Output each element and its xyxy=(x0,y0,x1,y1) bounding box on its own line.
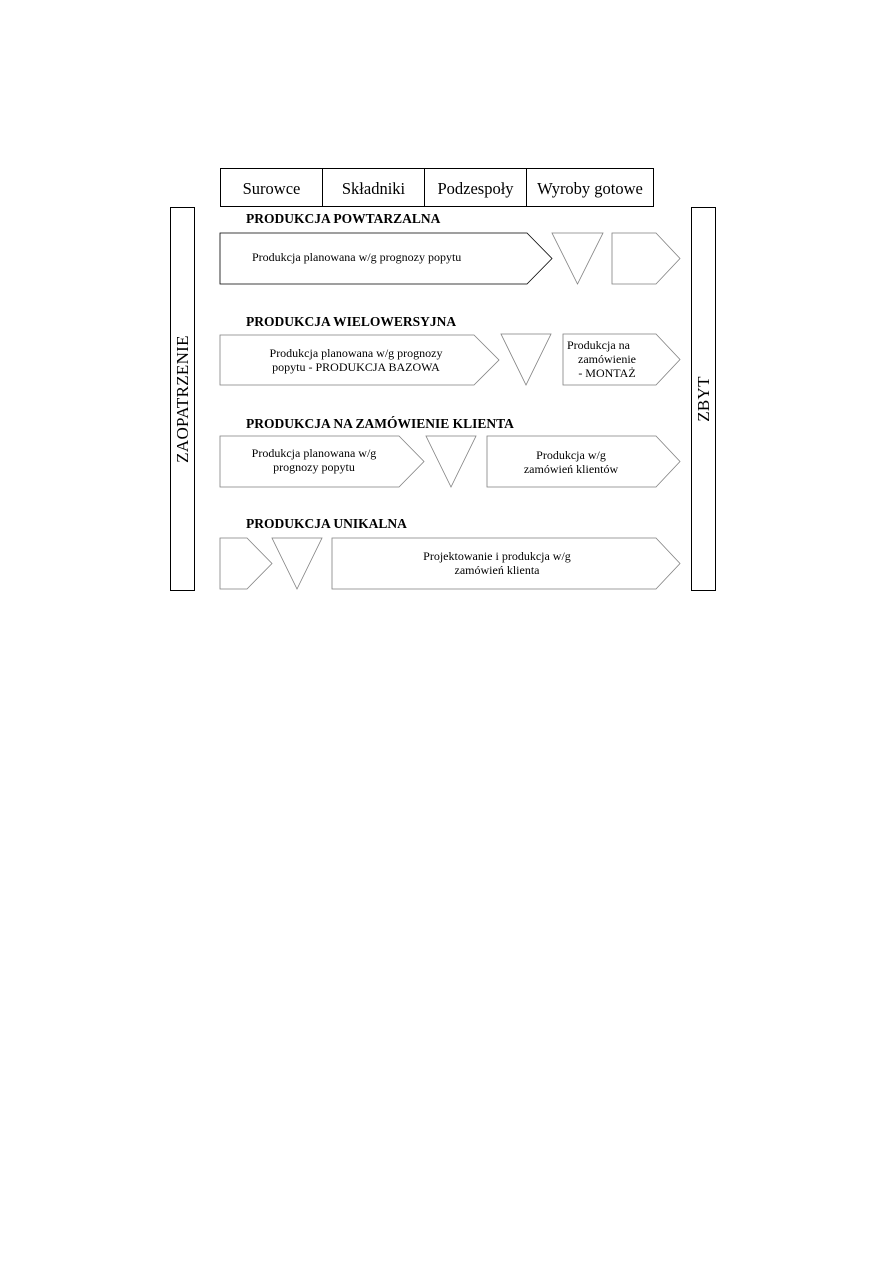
s1-inventory-triangle xyxy=(552,233,603,284)
stage-surowce: Surowce xyxy=(220,168,323,207)
s4-end-arrow-label xyxy=(372,549,622,577)
s3-inventory-triangle xyxy=(426,436,476,487)
s3-main-line-1: Produkcja planowana w/g xyxy=(251,446,377,460)
s4-start-arrow xyxy=(220,538,272,589)
s2-end-line-3: - MONTAŻ xyxy=(578,366,636,380)
s2-inventory-triangle xyxy=(501,334,551,385)
heading-produkcja-wielowersyjna: PRODUKCJA WIELOWERSYJNA xyxy=(246,314,457,329)
s3-main-arrow-label xyxy=(228,446,400,474)
stage-wyroby-gotowe: Wyroby gotowe xyxy=(527,168,654,207)
s3-end-line-1: Produkcja w/g xyxy=(536,448,606,462)
s3-end-line-2: zamówień klientów xyxy=(523,462,619,476)
s3-main-line-2: prognozy popytu xyxy=(273,460,355,474)
s2-end-arrow-label xyxy=(567,338,647,380)
heading-produkcja-powtarzalna: PRODUKCJA POWTARZALNA xyxy=(246,211,441,226)
s1-main-arrow-label: Produkcja planowana w/g prognozy popytu xyxy=(252,250,462,264)
heading-produkcja-unikalna: PRODUKCJA UNIKALNA xyxy=(246,516,407,531)
s3-end-arrow-label xyxy=(496,448,646,476)
s2-main-line-1: Produkcja planowana w/g prognozy xyxy=(269,346,443,360)
s2-end-line-1: Produkcja na xyxy=(567,338,630,352)
stage-skladniki: Składniki xyxy=(323,168,425,207)
s4-end-line-2: zamówień klienta xyxy=(454,563,540,577)
stage-podzespoly: Podzespoły xyxy=(425,168,527,207)
s2-end-line-2: zamówienie xyxy=(578,352,636,366)
s1-end-arrow xyxy=(612,233,680,284)
supply-label: ZAOPATRZENIE xyxy=(172,335,192,463)
sales-label: ZBYT xyxy=(693,376,713,422)
s2-main-arrow-label xyxy=(240,346,472,374)
s4-end-line-1: Projektowanie i produkcja w/g xyxy=(423,549,571,563)
heading-produkcja-na-zamowienie: PRODUKCJA NA ZAMÓWIENIE KLIENTA xyxy=(246,416,514,431)
s2-main-line-2: popytu - PRODUKCJA BAZOWA xyxy=(272,360,440,374)
s4-inventory-triangle xyxy=(272,538,322,589)
